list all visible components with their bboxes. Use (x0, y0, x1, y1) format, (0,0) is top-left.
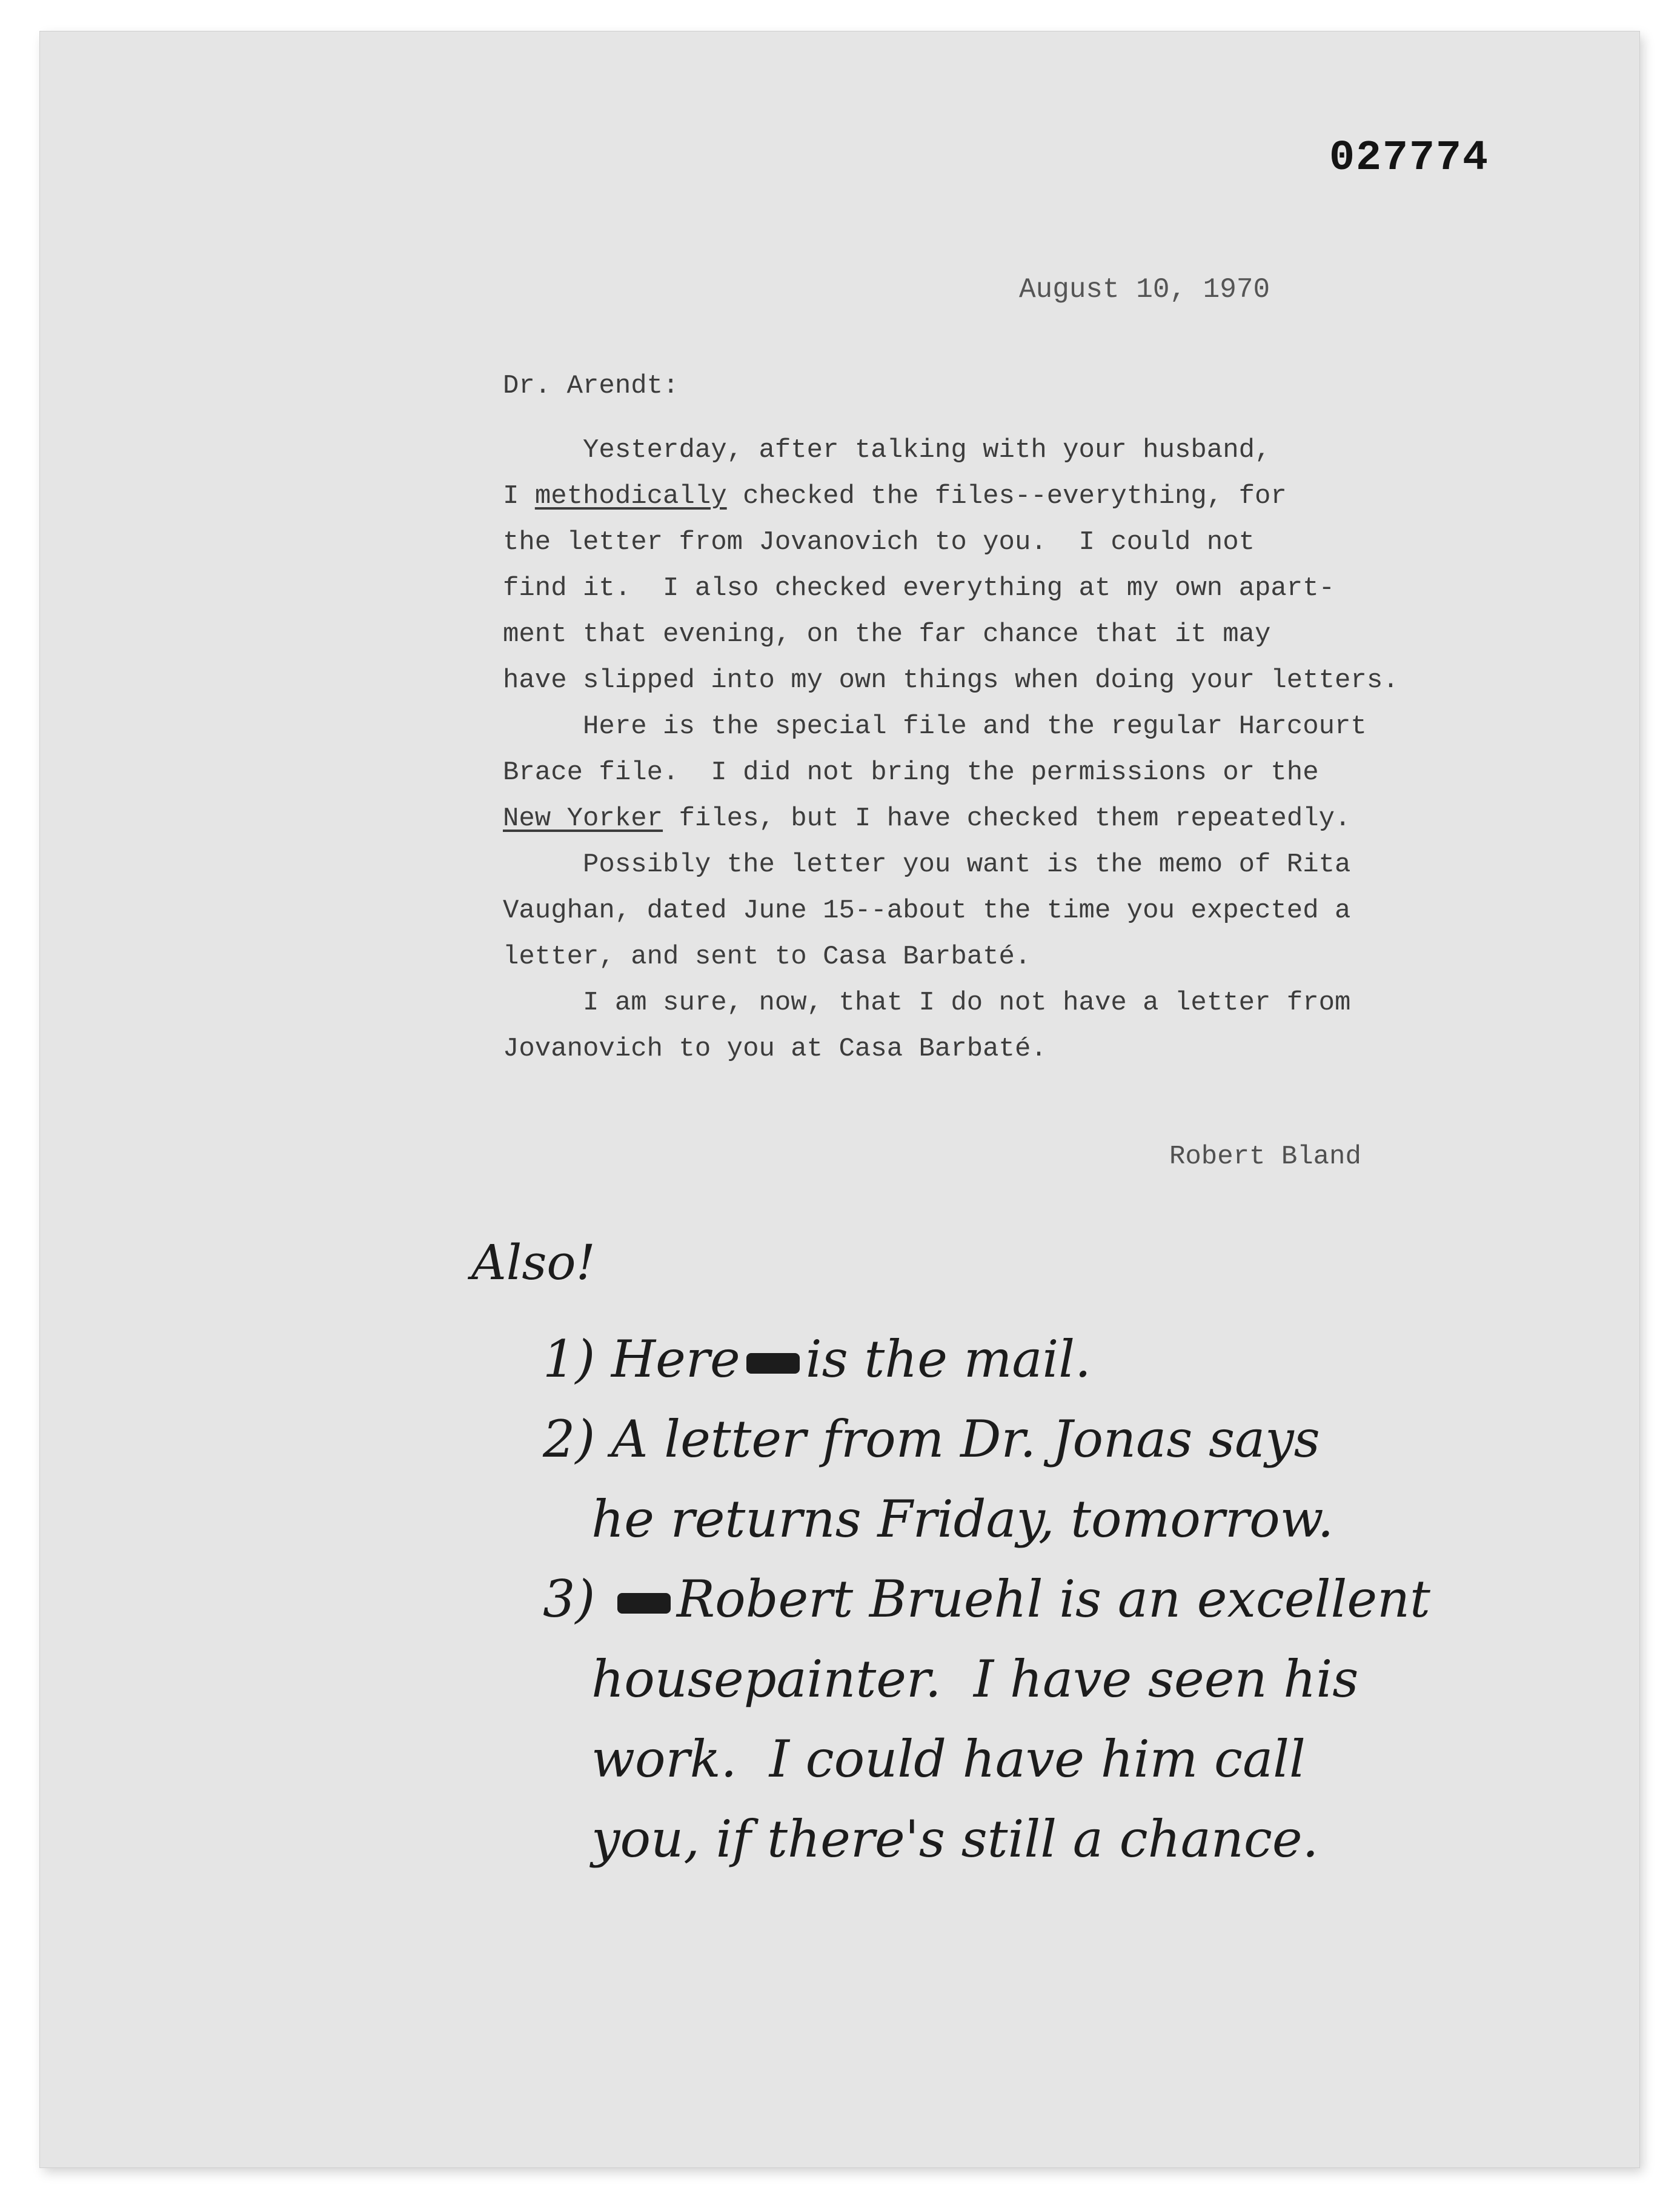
salutation: Dr. Arendt: (503, 371, 679, 401)
note-number: 3) (543, 1569, 611, 1629)
document-number: 027774 (1329, 135, 1489, 182)
note-number: 2) (543, 1409, 611, 1469)
handwritten-note (543, 1399, 1430, 1559)
letter-body (503, 427, 1399, 1072)
handwritten-note (543, 1559, 1430, 1879)
note-text: Here (611, 1329, 740, 1389)
handwritten-note (543, 1319, 1430, 1399)
text-run: Possibly the letter you want is the memo of Rita Vaughan, dated June 15--about the time you expected a letter, and sent to Casa Barbaté. (503, 850, 1351, 972)
text-run: I am sure, now, that I do not have a letter from Jovanovich to you at Casa Barbaté. (503, 988, 1351, 1064)
scribbled-out-word (617, 1593, 671, 1614)
text-run: Yesterday, after talking with your husband, I (503, 435, 1271, 511)
note-text: is the mail. (805, 1329, 1091, 1389)
note-number: 1) (543, 1329, 611, 1389)
signature-name: Robert Bland (1169, 1142, 1361, 1172)
handwritten-notes (543, 1319, 1430, 1879)
note-text: Robert Bruehl is an excellent housepainter. I have seen his work. I could have him call you, if there's still a chance. (591, 1569, 1430, 1869)
body-paragraph (503, 980, 1399, 1072)
handwritten-heading: Also! (471, 1234, 596, 1291)
text-run: checked the files--everything, for the letter from Jovanovich to you. I could not find it. I also checked everything at my own apart- ment that evening, on the far chance that it may have slipped into my own things when doing your letters. (503, 481, 1399, 696)
letter-date: August 10, 1970 (1019, 274, 1270, 305)
body-paragraph (503, 842, 1399, 980)
underlined-phrase: New Yorker (503, 803, 663, 834)
underlined-phrase: methodically (534, 481, 727, 511)
body-paragraph (503, 427, 1399, 703)
body-paragraph (503, 703, 1399, 842)
scribbled-out-word (746, 1353, 800, 1374)
text-run: Here is the special file and the regular Harcourt Brace file. I did not bring the permissions or the (503, 711, 1367, 788)
letter-paper (40, 32, 1639, 2167)
note-text: A letter from Dr. Jonas says he returns Friday, tomorrow. (591, 1409, 1334, 1549)
text-run: files, but I have checked them repeatedly. (663, 803, 1351, 834)
